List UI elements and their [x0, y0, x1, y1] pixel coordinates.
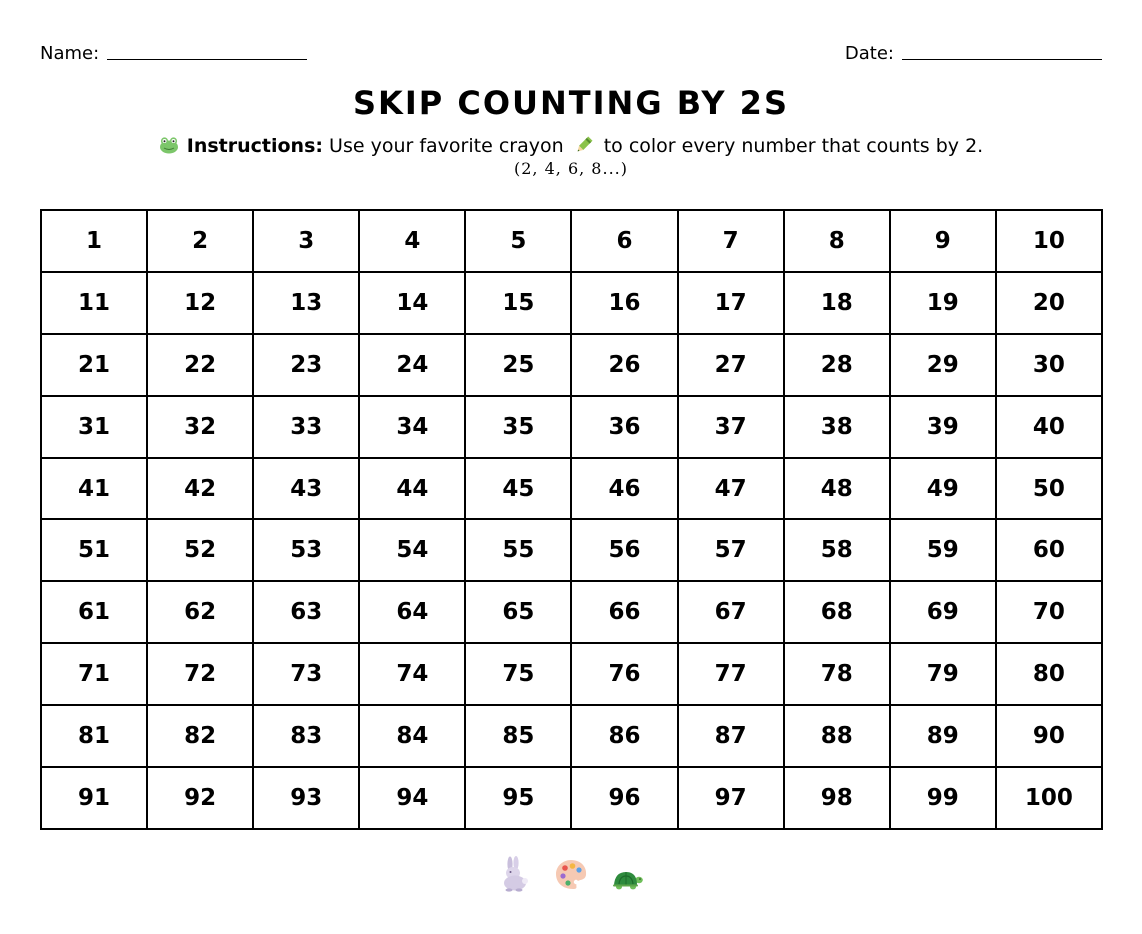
grid-cell[interactable]: 98	[784, 767, 890, 829]
grid-cell[interactable]: 78	[784, 643, 890, 705]
name-field	[40, 38, 307, 64]
grid-cell[interactable]: 13	[253, 272, 359, 334]
grid-cell[interactable]: 57	[678, 519, 784, 581]
grid-cell[interactable]: 73	[253, 643, 359, 705]
grid-cell[interactable]: 35	[465, 396, 571, 458]
grid-cell[interactable]: 39	[890, 396, 996, 458]
grid-cell[interactable]: 48	[784, 458, 890, 520]
grid-row	[41, 396, 1102, 458]
grid-cell[interactable]: 75	[465, 643, 571, 705]
grid-row	[41, 705, 1102, 767]
grid-cell[interactable]: 52	[147, 519, 253, 581]
grid-cell[interactable]: 65	[465, 581, 571, 643]
grid-cell[interactable]: 20	[996, 272, 1102, 334]
grid-cell[interactable]: 26	[571, 334, 677, 396]
grid-cell[interactable]: 92	[147, 767, 253, 829]
grid-cell[interactable]: 3	[253, 210, 359, 272]
hundreds-chart	[40, 209, 1103, 830]
grid-cell[interactable]: 24	[359, 334, 465, 396]
grid-cell[interactable]: 10	[996, 210, 1102, 272]
grid-cell[interactable]: 8	[784, 210, 890, 272]
grid-cell[interactable]: 11	[41, 272, 147, 334]
grid-cell[interactable]: 70	[996, 581, 1102, 643]
grid-cell[interactable]: 55	[465, 519, 571, 581]
grid-cell[interactable]: 19	[890, 272, 996, 334]
footer-icons	[0, 856, 1142, 896]
grid-cell[interactable]: 37	[678, 396, 784, 458]
grid-cell[interactable]: 66	[571, 581, 677, 643]
grid-cell[interactable]: 38	[784, 396, 890, 458]
grid-cell[interactable]: 91	[41, 767, 147, 829]
grid-cell[interactable]: 88	[784, 705, 890, 767]
grid-cell[interactable]: 87	[678, 705, 784, 767]
grid-cell[interactable]: 67	[678, 581, 784, 643]
grid-cell[interactable]: 42	[147, 458, 253, 520]
grid-row	[41, 767, 1102, 829]
grid-cell[interactable]: 84	[359, 705, 465, 767]
palette-icon	[554, 856, 588, 896]
rabbit-icon	[498, 856, 532, 896]
grid-cell[interactable]: 30	[996, 334, 1102, 396]
grid-cell[interactable]: 80	[996, 643, 1102, 705]
grid-row	[41, 519, 1102, 581]
grid-cell[interactable]: 69	[890, 581, 996, 643]
grid-row	[41, 272, 1102, 334]
grid-cell[interactable]: 5	[465, 210, 571, 272]
grid-cell[interactable]: 74	[359, 643, 465, 705]
grid-row	[41, 210, 1102, 272]
grid-cell[interactable]: 77	[678, 643, 784, 705]
grid-cell[interactable]: 71	[41, 643, 147, 705]
grid-cell[interactable]: 6	[571, 210, 677, 272]
grid-cell[interactable]: 45	[465, 458, 571, 520]
grid-cell[interactable]: 28	[784, 334, 890, 396]
grid-cell[interactable]: 21	[41, 334, 147, 396]
grid-cell[interactable]: 64	[359, 581, 465, 643]
grid-cell[interactable]: 94	[359, 767, 465, 829]
grid-cell[interactable]: 99	[890, 767, 996, 829]
instructions	[0, 134, 1142, 158]
grid-cell[interactable]: 82	[147, 705, 253, 767]
grid-cell[interactable]: 23	[253, 334, 359, 396]
grid-cell[interactable]: 68	[784, 581, 890, 643]
grid-cell[interactable]: 83	[253, 705, 359, 767]
grid-row	[41, 581, 1102, 643]
grid-cell[interactable]: 81	[41, 705, 147, 767]
grid-cell[interactable]: 36	[571, 396, 677, 458]
grid-cell[interactable]: 46	[571, 458, 677, 520]
grid-cell[interactable]: 60	[996, 519, 1102, 581]
grid-cell[interactable]: 12	[147, 272, 253, 334]
grid-cell[interactable]: 14	[359, 272, 465, 334]
grid-cell[interactable]: 54	[359, 519, 465, 581]
date-label: Date:	[844, 43, 894, 64]
turtle-icon	[610, 856, 644, 896]
grid-cell[interactable]: 100	[996, 767, 1102, 829]
grid-cell[interactable]: 40	[996, 396, 1102, 458]
grid-cell[interactable]: 97	[678, 767, 784, 829]
grid-cell[interactable]: 44	[359, 458, 465, 520]
grid-cell[interactable]: 85	[465, 705, 571, 767]
grid-cell[interactable]: 1	[41, 210, 147, 272]
grid-cell[interactable]: 27	[678, 334, 784, 396]
grid-cell[interactable]: 56	[571, 519, 677, 581]
grid-cell[interactable]: 29	[890, 334, 996, 396]
grid-cell[interactable]: 16	[571, 272, 677, 334]
grid-cell[interactable]: 51	[41, 519, 147, 581]
frog-icon	[159, 136, 179, 154]
instructions-text-after: to color every number that counts by 2.	[603, 135, 984, 157]
grid-cell[interactable]: 95	[465, 767, 571, 829]
grid-cell[interactable]: 90	[996, 705, 1102, 767]
grid-cell[interactable]: 43	[253, 458, 359, 520]
grid-cell[interactable]: 47	[678, 458, 784, 520]
grid-cell[interactable]: 4	[359, 210, 465, 272]
date-blank-line	[902, 43, 1102, 60]
grid-cell[interactable]: 89	[890, 705, 996, 767]
grid-cell[interactable]: 86	[571, 705, 677, 767]
date-field	[845, 38, 1102, 64]
grid-cell[interactable]: 93	[253, 767, 359, 829]
crayon-icon	[574, 135, 594, 155]
grid-cell[interactable]: 63	[253, 581, 359, 643]
grid-cell[interactable]: 50	[996, 458, 1102, 520]
grid-cell[interactable]: 41	[41, 458, 147, 520]
name-label: Name:	[40, 43, 100, 64]
grid-cell[interactable]: 32	[147, 396, 253, 458]
grid-cell[interactable]: 72	[147, 643, 253, 705]
name-blank-line	[107, 43, 307, 60]
grid-row	[41, 458, 1102, 520]
grid-row	[41, 643, 1102, 705]
grid-cell[interactable]: 59	[890, 519, 996, 581]
grid-cell[interactable]: 96	[571, 767, 677, 829]
grid-cell[interactable]: 34	[359, 396, 465, 458]
grid-cell[interactable]: 7	[678, 210, 784, 272]
grid-row	[41, 334, 1102, 396]
grid-cell[interactable]: 25	[465, 334, 571, 396]
grid-cell[interactable]: 76	[571, 643, 677, 705]
grid-cell[interactable]: 22	[147, 334, 253, 396]
grid-cell[interactable]: 9	[890, 210, 996, 272]
grid-cell[interactable]: 79	[890, 643, 996, 705]
grid-cell[interactable]: 31	[41, 396, 147, 458]
grid-cell[interactable]: 2	[147, 210, 253, 272]
page-title: SKIP COUNTING BY 2S	[353, 84, 789, 122]
instructions-text-before: Use your favorite crayon	[329, 135, 564, 157]
grid-cell[interactable]: 58	[784, 519, 890, 581]
grid-cell[interactable]: 49	[890, 458, 996, 520]
grid-cell[interactable]: 62	[147, 581, 253, 643]
grid-cell[interactable]: 33	[253, 396, 359, 458]
header-row	[40, 38, 1102, 64]
grid-cell[interactable]: 17	[678, 272, 784, 334]
grid-cell[interactable]: 61	[41, 581, 147, 643]
grid-cell[interactable]: 15	[465, 272, 571, 334]
instructions-label: Instructions:	[186, 135, 323, 157]
instructions-example: (2, 4, 6, 8...)	[514, 159, 628, 178]
grid-cell[interactable]: 53	[253, 519, 359, 581]
grid-cell[interactable]: 18	[784, 272, 890, 334]
